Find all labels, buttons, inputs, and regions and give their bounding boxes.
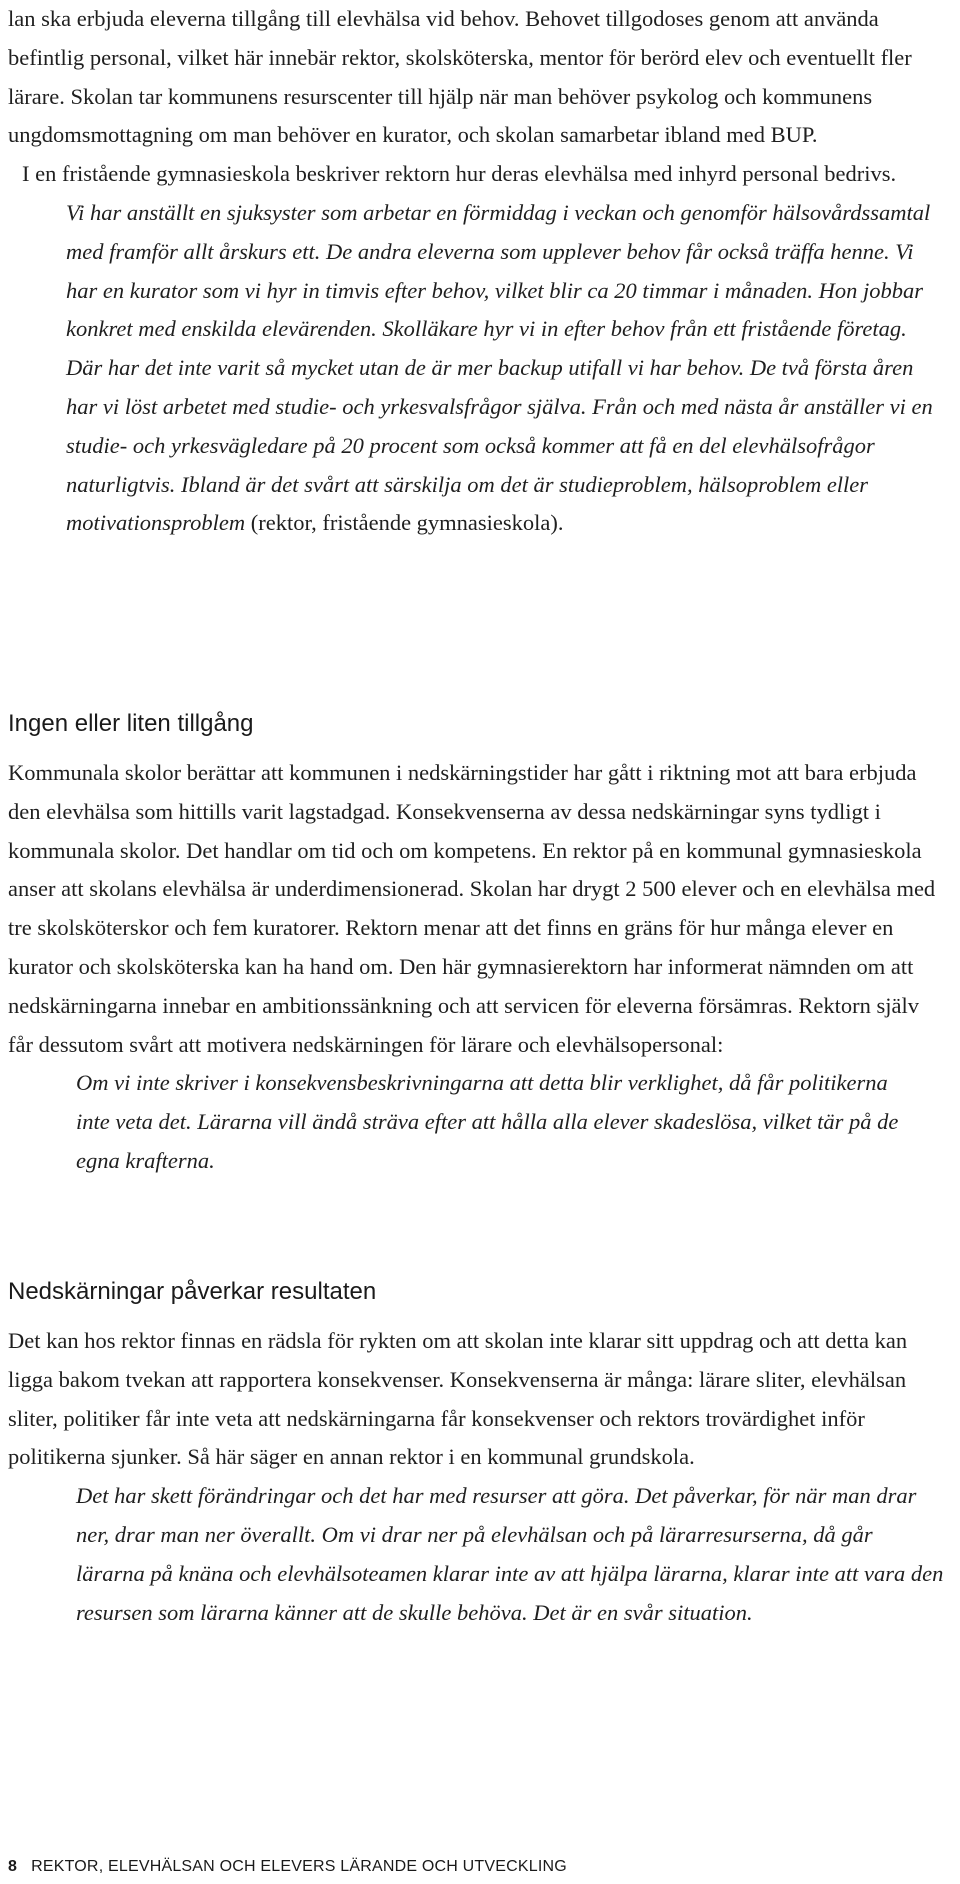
section2-paragraph: Det kan hos rektor finnas en rädsla för rykten om att skolan inte klarar sitt uppdrag och att detta kan ligga bakom tvekan att rapportera konsekvenser. Konsekvenserna är många: lärare sliter, elevhälsan sliter, politiker får inte veta att nedskärningarna får konsekvenser och rektors trovärdighet inför politikerna sjunker. Så här säger en annan rektor i en kommunal grundskola. [8,1328,908,1470]
section-heading: Nedskärningar påverkar resultaten [8,1278,377,1305]
intro-paragraph: lan ska erbjuda eleverna tillgång till elevhälsa vid behov. Behovet tillgodoses genom att använda befintlig personal, vilket här innebär rektor, skolsköterska, mentor för berörd elev och eventuellt fler lärare. Skolan tar kommunens resurscenter till hjälp när man behöver psykolog och kommunens ungdomsmottagning om man behöver en kurator, och skolan samarbetar ibland med BUP. [8,6,912,148]
block-quote-3: Det har skett förändringar och det har med resurser att göra. Det påverkar, för när man drar ner, drar man ner överallt. Om vi drar ner på elevhälsan och på lärarresurserna, då går lärarna på knäna och elevhälsoteamen klarar inte av att hjälpa lärarna, klarar inte att vara den resursen som lärarna känner att de skulle behöva. Det är en svår situation. [76,1483,944,1625]
intro-paragraph-2: I en fristående gymnasieskola beskriver rektorn hur deras elevhälsa med inhyrd personal bedrivs. [22,161,897,187]
page-footer [8,1858,567,1876]
section2-body [8,1322,948,1632]
page-number: 8 [8,1858,18,1875]
block-quote-1-text: Vi har anställt en sjuksyster som arbetar en förmiddag i veckan och genomför hälsovårdssamtal med framför allt årskurs ett. De andra eleverna som upplever behov får också träffa henne. Vi har en kurator som vi hyr in timvis efter behov, vilket blir ca 20 timmar i månaden. Hon jobbar konkret med enskilda elevärenden. Skolläkare hyr vi in efter behov från ett fristående företag. Där har det inte varit så mycket utan de är mer backup utifall vi har behov. De två första åren har vi löst arbetet med studie- och yrkesvalsfrågor själva. Från och med nästa år anställer vi en studie- och yrkesvägledare på 20 procent som också kommer att få en del elevhälsofrågor naturligtvis. Ibland är det svårt att särskilja om det är studieproblem, hälsoproblem eller motivationsproblem [66,199,933,536]
intro-section [8,0,948,543]
quote-source: (rektor, fristående gymnasieskola). [250,510,564,536]
section-heading: Ingen eller liten tillgång [8,710,254,737]
block-quote-1 [66,194,948,543]
running-title: REKTOR, ELEVHÄLSAN OCH ELEVERS LÄRANDE OCH UTVECKLING [31,1858,567,1875]
block-quote-2: Om vi inte skriver i konsekvensbeskrivningarna att detta blir verklighet, då får politikerna inte veta det. Lärarna vill ändå sträva efter att hålla alla elever skadeslösa, vilket tär på de egna krafterna. [76,1070,899,1173]
section1-paragraph: Kommunala skolor berättar att kommunen i nedskärningstider har gått i riktning mot att bara erbjuda den elevhälsa som hittills varit lagstadgad. Konsekvenserna av dessa nedskärningar syns tydligt i kommunala skolor. Det handlar om tid och om kompetens. En rektor på en kommunal gymnasieskola anser att skolans elevhälsa är underdimensionerad. Skolan har drygt 2 500 elever och en elevhälsa med tre skolsköterskor och fem kuratorer. Rektorn menar att det finns en gräns för hur många elever en kurator och skolsköterska kan ha hand om. Den här gymnasierektorn har informerat nämnden om att nedskärningarna innebar en ambitionssänkning och att servicen för eleverna försämras. Rektorn själv får dessutom svårt att motivera nedskärningen för lärare och elevhälsopersonal: [8,760,936,1057]
section-ingen-eller-liten-tillgang [8,710,948,738]
section-nedskarningar [8,1278,948,1306]
section1-body [8,754,948,1181]
